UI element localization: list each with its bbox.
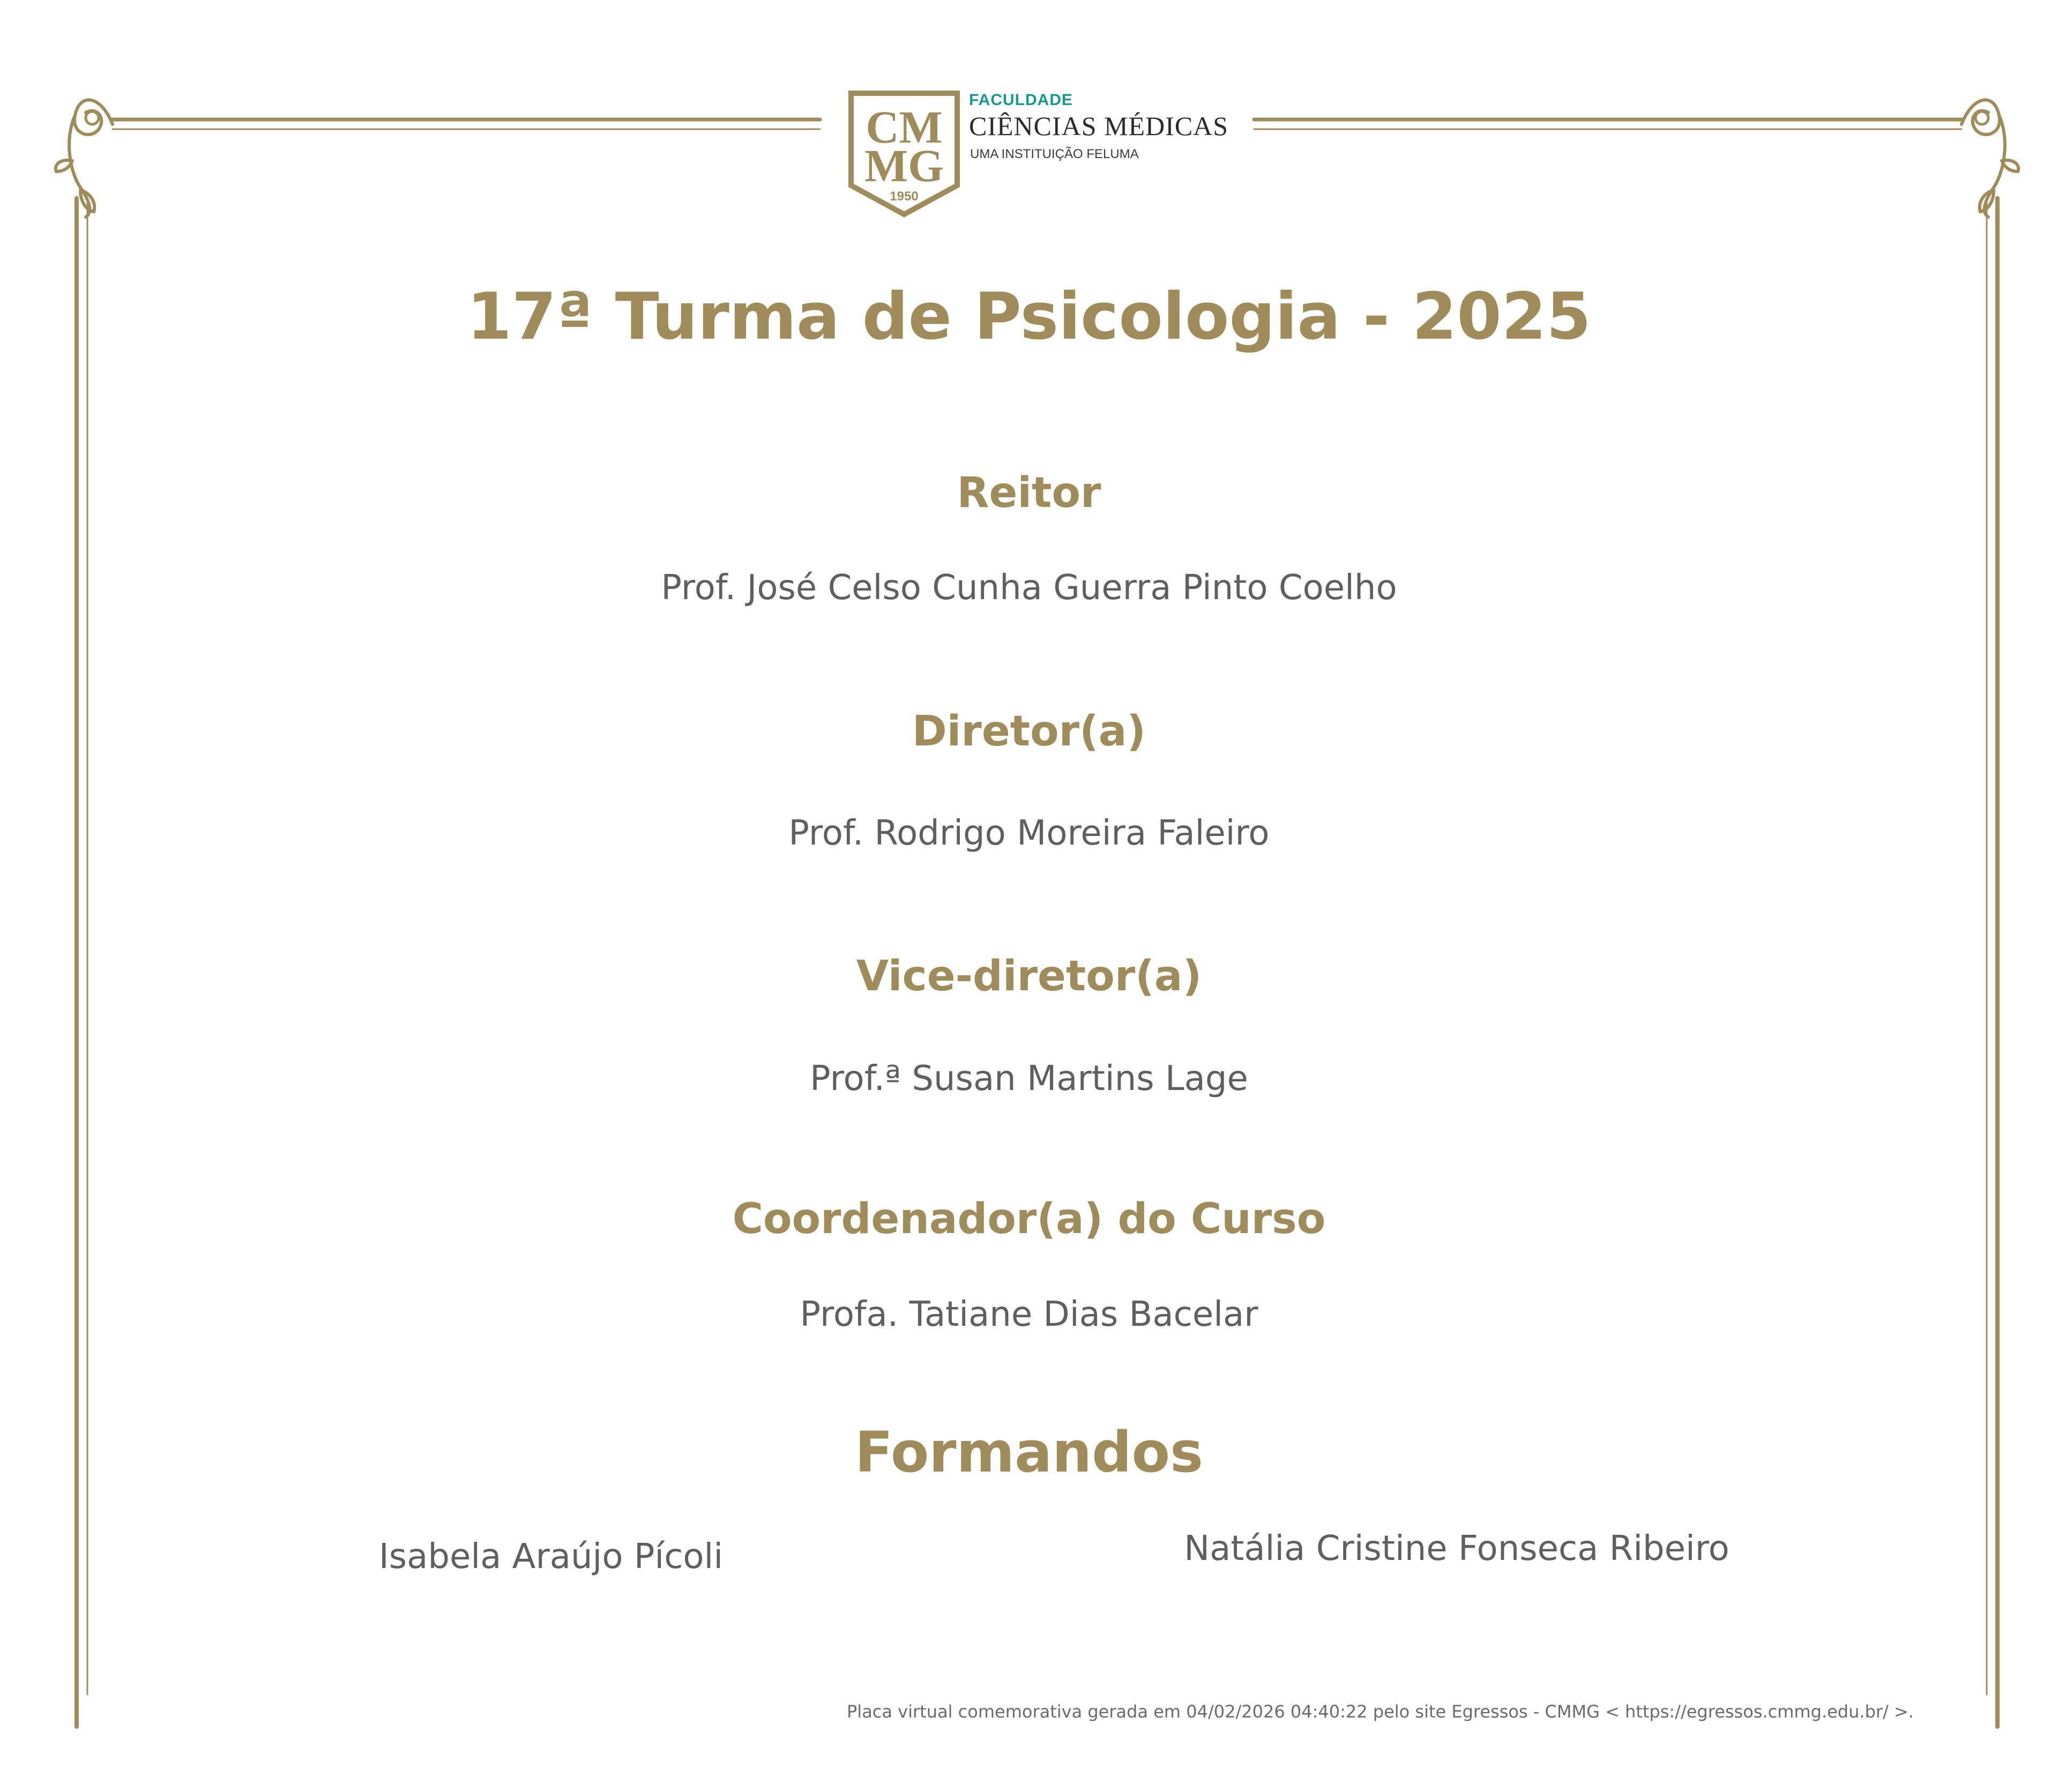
page-title: 17ª Turma de Psicologia - 2025 (467, 280, 1591, 354)
person-name-coordenador: Profa. Tatiane Dias Bacelar (800, 1295, 1258, 1334)
person-name-reitor: Prof. José Celso Cunha Guerra Pinto Coelho (661, 568, 1397, 608)
graduate-name: Isabela Araújo Pícoli (378, 1537, 724, 1577)
logo-ciencias-medicas: CIÊNCIAS MÉDICAS (969, 111, 1229, 141)
role-label-diretor: Diretor(a) (912, 707, 1146, 756)
logo-monogram-top: CM (866, 101, 943, 153)
corner-ornament-top-right (1962, 100, 2018, 217)
institution-logo (847, 90, 1233, 219)
footer-note: Placa virtual comemorativa gerada em 04/02/2026 04:40:22 pelo site Egressos - CMMG < https://egressos.cmmg.edu.br/ >. (847, 1701, 1914, 1722)
logo-faculdade: FACULDADE (969, 91, 1073, 109)
cmmg-shield-icon (847, 90, 961, 219)
person-name-vice-diretor: Prof.ª Susan Martins Lage (810, 1059, 1248, 1099)
logo-monogram-bottom: MG (864, 140, 944, 191)
role-label-coordenador: Coordenador(a) do Curso (732, 1195, 1326, 1243)
graduate-name: Natália Cristine Fonseca Ribeiro (1184, 1529, 1729, 1569)
corner-ornament-top-left (56, 100, 113, 217)
role-label-reitor: Reitor (957, 469, 1101, 517)
formandos-heading: Formandos (855, 1420, 1203, 1485)
person-name-diretor: Prof. Rodrigo Moreira Faleiro (788, 813, 1270, 853)
logo-tagline: UMA INSTITUIÇÃO FELUMA (970, 147, 1139, 161)
logo-year: 1950 (890, 189, 919, 204)
role-label-vice-diretor: Vice-diretor(a) (856, 952, 1202, 1000)
